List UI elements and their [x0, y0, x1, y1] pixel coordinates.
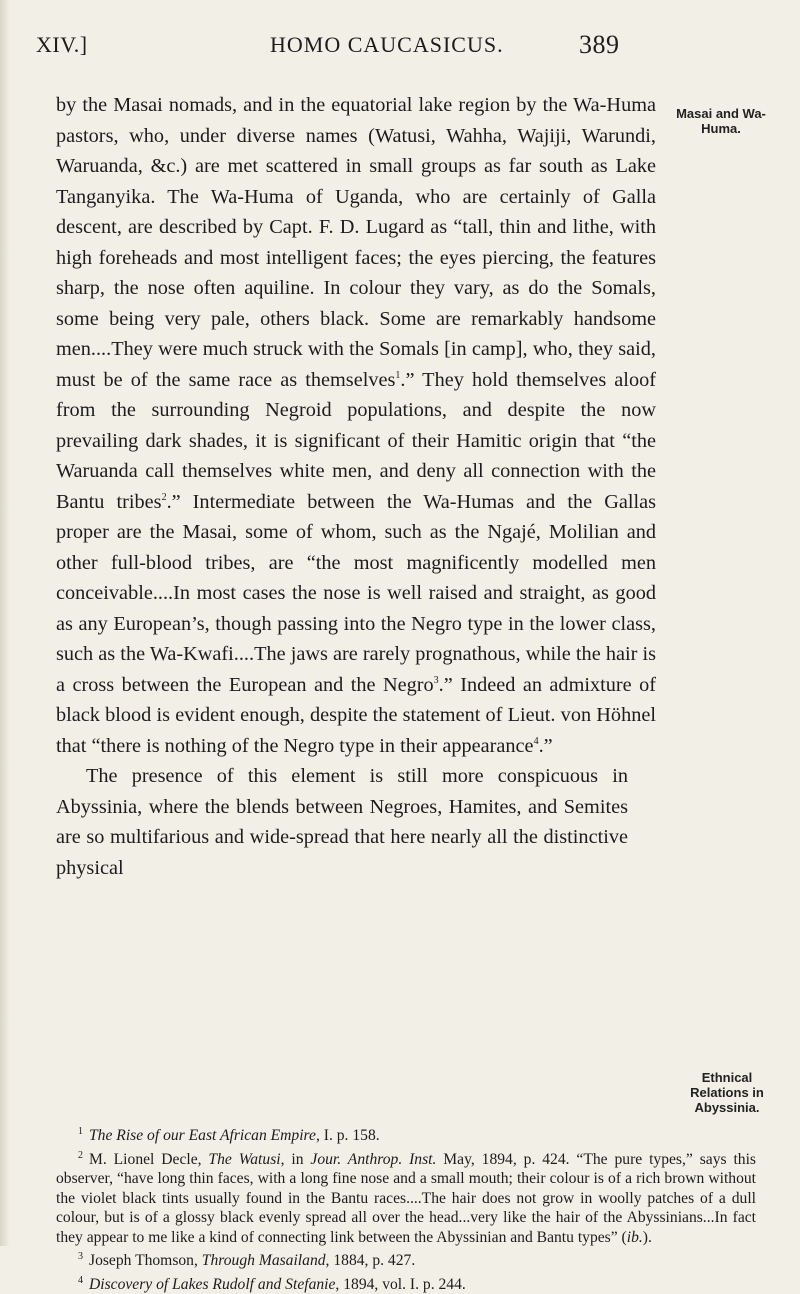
paragraph-2: The presence of this element is still more conspicuous in Abyssinia, where the blends between Negroes, Hamites, and Semites are so multifarious and wide-spread that here nearly all the distinctive physical [56, 761, 628, 883]
sidenote-masai: Masai and Wa-Huma. [666, 106, 776, 136]
text-run: , in [281, 1151, 311, 1168]
footnote-number: 3 [78, 1251, 83, 1262]
text-run: by the Masai nomads, and in the equatorial lake region by the Wa-Huma pastors, who, under diverse names (Watusi, Wahha, Wajiji, Warundi, Waruanda, &c.) are met scattered in small groups as far south as Lake Tanganyika. The Wa-Huma of Uganda, who are certainly of Galla descent, are described by Capt. F. D. Lugard as “tall, thin and lithe, with high foreheads and most intelligent faces; the eyes piercing, the features sharp, the nose often aquiline. In colour they vary, as do the Somals, some being very pale, others black. Some are remarkably handsome men....They were much struck with the Somals [in camp], who, they said, must be of the same race as themselves [56, 94, 656, 391]
page-edge [0, 0, 10, 1246]
footnote-number: 4 [78, 1275, 83, 1286]
cited-title: The Rise of our East African Empire [89, 1127, 316, 1144]
body-text [56, 90, 656, 883]
running-header [0, 14, 800, 54]
text-run: , I. p. 158. [316, 1127, 380, 1144]
running-title: HOMO CAUCASICUS. [270, 32, 504, 58]
text-run: ). [643, 1229, 652, 1246]
text-run: .” Indeed an admixture of black blood is evident enough, despite the statement of Lieut. von Höhnel that “there is nothing of the Negro type in their appearance [56, 674, 656, 757]
ibid: ib. [627, 1229, 643, 1246]
text-run: , 1894, vol. I. p. 244. [335, 1276, 465, 1293]
text-run: M. Lionel Decle, [89, 1151, 208, 1168]
footnote-number: 1 [78, 1126, 83, 1137]
cited-title: Discovery of Lakes Rudolf and Stefanie [89, 1276, 335, 1293]
cited-journal: Jour. Anthrop. Inst. [310, 1151, 436, 1168]
footnote-2 [56, 1146, 756, 1248]
footnote-ref-3[interactable]: 3 [434, 675, 439, 686]
text-run: .” [539, 735, 553, 757]
text-run: , 1884, p. 427. [326, 1252, 416, 1269]
text-run: Joseph Thomson, [89, 1252, 202, 1269]
chapter-number: XIV.] [36, 32, 88, 58]
page-number: 389 [579, 30, 620, 60]
footnotes [56, 1122, 756, 1294]
footnote-ref-1[interactable]: 1 [395, 370, 400, 381]
footnote-ref-4[interactable]: 4 [534, 736, 539, 747]
footnote-1 [56, 1122, 756, 1146]
text-run: May, 1894, p. 424. “The pure types,” says this observer, “have long thin faces, with a long fine nose and a small mouth; their colour is of a rich brown without the violet black tints usually found in the Bantu races....The hair does not grow in woolly patches of a dull colour, but is of a glossy black evenly spread all over the head...very like the hair of the Abyssinians...In fact they appear to me like a kind of connecting link between the Abyssinian and Bantu types” ( [56, 1151, 756, 1246]
cited-title: Through Masailand [202, 1252, 326, 1269]
text-run: .” They hold themselves aloof from the surrounding Negroid populations, and despite the now prevailing dark shades, it is significant of their Hamitic origin that “the Waruanda call themselves white men, and deny all connection with the Bantu tribes [56, 369, 656, 513]
paragraph-1 [56, 90, 656, 761]
footnote-number: 2 [78, 1150, 83, 1161]
footnote-4 [56, 1271, 756, 1294]
text-run: .” Intermediate between the Wa-Humas and the Gallas proper are the Masai, some of whom, such as the Ngajé, Molilian and other full-blood tribes, are “the most magnificently modelled men conceivable....In most cases the nose is well raised and straight, as good as any European’s, though passing into the Negro type in the lower class, such as the Wa-Kwafi....The jaws are rarely prognathous, while the hair is a cross between the European and the Negro [56, 491, 656, 696]
footnote-ref-2[interactable]: 2 [162, 492, 167, 503]
footnote-3 [56, 1247, 756, 1271]
cited-title: The Watusi [208, 1151, 280, 1168]
sidenote-ethnical-relations: Ethnical Relations in Abyssinia. [672, 1070, 782, 1115]
